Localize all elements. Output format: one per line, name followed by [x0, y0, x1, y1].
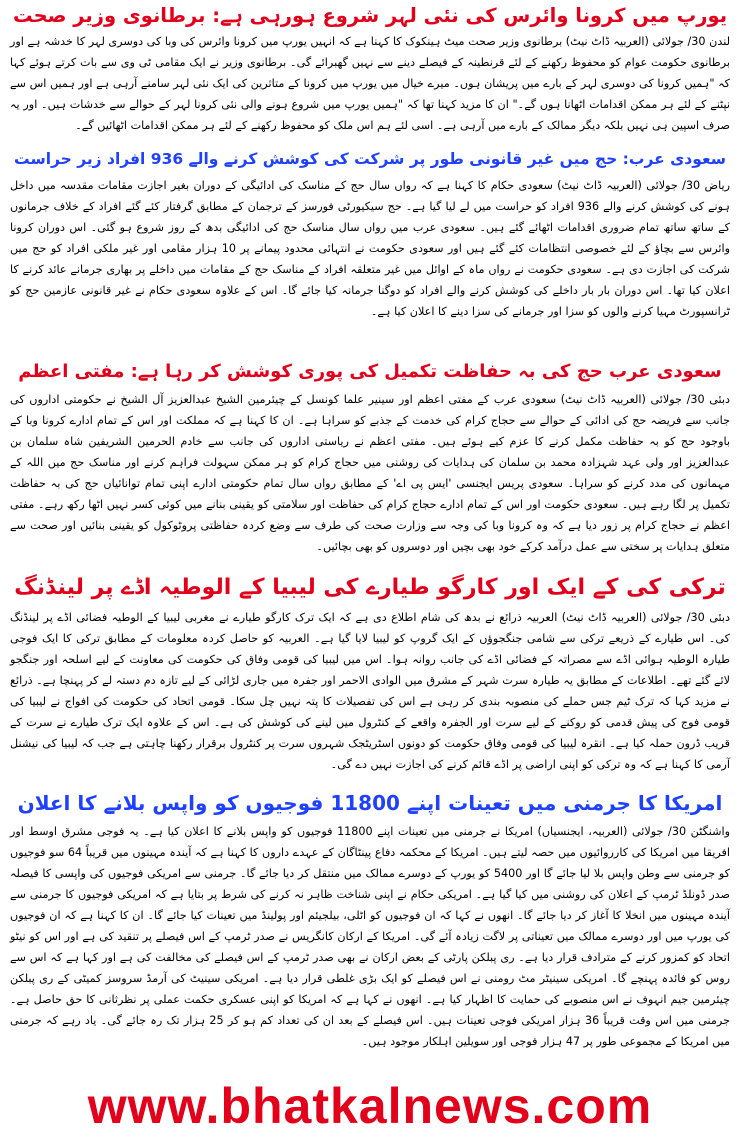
article-grand-mufti-hajj — [10, 361, 730, 557]
article-headline: یورپ میں کرونا وائرس کی نئی لہر شروع ہورہی ہے: برطانوی وزیر صحت — [12, 4, 728, 27]
article-headline: امریکا کا جرمنی میں تعینات اپنے 11800 فوجیوں کو واپس بلانے کا اعلان — [17, 790, 723, 815]
article-headline: ترکی کی کے ایک اور کارگو طیارے کی لیبیا کے الوطیہ اڈے پر لینڈنگ — [14, 574, 726, 600]
article-turkey-cargo-libya — [10, 575, 730, 775]
article-us-troops-germany — [10, 790, 731, 1048]
article-uk-health-minister — [10, 4, 730, 136]
article-body: واشنگٹن 30/ جولائی (العربیہ، ایجنسیاں) امریکا نے جرمنی میں تعینات اپنے 11800 فوجیوں کو واپس بلانے کا اعلان کیا ہے۔ یہ فوجی مشرق اوسط اور افریقا میں امریکا کی کارروائیوں میں حصہ لیتے ہیں۔ امریکا کے محکمہ دفاع پینٹاگان کے عہدے داروں کا کہنا ہے کہ آیندہ مہینوں میں قریباً 64 سو فوجیوں کو جرمنی سے وطن واپس بلا لیا جائے گا اور 5400 کو یورپ کے دوسرے ممالک میں منتقل کر دیا جائے گا۔ جرمنی سے امریکی فوجیوں کی واپسی کا فیصلہ صدر ڈونلڈ ٹرمپ کے اعلان کی روشنی میں کیا گیا ہے۔ امریکی حکام نے اپنی شناخت ظاہر نہ کرنے کی شرط پر بتایا ہے کہ امریکی فوجیوں کا جرمنی سے آیندہ مہینوں میں انخلا کا آغاز کر دیا جائے گا۔ انھوں نے کہا کہ ان فوجیوں کو اٹلی، بیلجیئم اور پولینڈ میں تعینات کیا جائے گا۔ ان کا کہنا ہے کہ ان فوجیوں کی یورپ میں اور دوسرے ممالک میں تعیناتی پر لاگت زیادہ آئے گی۔ امریکا کے ارکان کانگریس نے صدر ٹرمپ کے اس فیصلے پر تنقید کی ہے اور اس کو نیٹو اتحاد کو کمزور کرنے کے مترادف قرار دیا ہے۔ ری پبلکن پارٹی کے بعض ارکان نے بھی صدر ٹرمپ کے اس فیصلے کی مخالفت کی ہے اور کہا ہے کہ اس سے روس کو فائدہ پہنچے گا۔ امریکی سینیٹر مٹ رومنی نے اس فیصلے کو ایک بڑی غلطی قرار دیا ہے۔ امریکی سینیٹ کی آرمڈ سروسز کمیٹی کے ری پبلکن چیئرمین جیم انہوف نے اس منصوبے کی حمایت کا اظہار کیا ہے۔ انھوں نے کہا ہے کہ امریکا کو اپنی عسکری حکمت عملی پر نظرثانی کا حق حاصل ہے۔ جرمنی میں اس وقت قریباً 36 ہزار امریکی فوجی تعینات ہیں۔ اس فیصلے کے بعد ان کی تعداد کم ہو کر 25 ہزار تک رہ جائے گی۔ یاد رہے کہ جرمنی میں امریکا کے مجموعی طور پر 47 ہزار فوجی اور سویلین اہلکار موجود ہیں۔ — [10, 824, 731, 1048]
article-body: دبئی 30/ جولائی (العربیہ ڈاٹ نیٹ) العربیہ ذرائع نے بدھ کی شام اطلاع دی ہے کہ ایک ترک کارگو طیارے نے مغربی لیبیا کے الوطیہ فضائی اڈے پر لینڈنگ کی۔ اس طیارے کے ذریعے ترکی سے شامی جنگجوؤں کے ایک گروپ کو لیبیا لایا گیا ہے۔ العربیہ کو حاصل کردہ معلومات کے مطابق ترکی کا ایک فوجی طیارہ الوطیہ ہوائی اڈے سے مصراتہ کے فضائی اڈے کی جانب روانہ ہوا۔ اس میں لیبیا کی قومی وفاق کی حکومت کی معاونت کے لیے اسلحہ اور جنگجو لائے گئے تھے۔ اطلاعات کے مطابق یہ طیارہ سرت شہر کے مشرق میں الوادی الاحمر اور جفرہ میں جاری لڑائی کے لیے تازہ دم دستہ لے کر پہنچا ہے۔ ذرائع نے مزید کہا کہ ترک ٹیم جس حملے کی منصوبہ بندی کر رہی ہے اس کی تفصیلات کا پتہ نہیں چل سکا۔ قومی اتحاد کی حکومت کی افواج نے لیبیا کی قومی فوج کی پیش قدمی کو روکنے کے لیے سرت اور الجفرہ واقعے کے کنٹرول میں لینے کی کوشش کی ہے۔ اس کے علاوہ ایک ترک طیارے نے سرت کے قریب ڈرون حملہ کیا ہے۔ انقرہ لیبیا کی قومی وفاق حکومت کو دونوں اسٹریٹجک شہروں سرت پر کنٹرول برقرار رکھنا چاہتی ہے جب کہ لیبیا کی نیشنل آرمی کا کہنا ہے کہ وہ ترکی کو اپنی اراضی پر اڈے قائم کرنے کی اجازت نہیں دے گی۔ — [10, 610, 730, 771]
article-body: ریاض 30/ جولائی (العربیہ ڈاٹ نیٹ) سعودی حکام کا کہنا ہے کہ رواں سال حج کے مناسک کی ادائیگی کے دوران بغیر اجازت مقامات مقدسہ میں داخل ہونے کی کوشش کرنے والے 936 افراد کو حراست میں لے لیا گیا ہے۔ حج سیکیورٹی فورسز کے ترجمان کے مطابق گرفتار کئے گئے افراد کے خلاف جرمانوں کے ساتھ ساتھ تمام ضروری اقدامات اٹھائے گئے ہیں۔ سعودی عرب میں رواں سال مناسک حج کی ادائیگی بدھ کے روز شروع ہو گئی۔ اس دوران کرونا وائرس سے بچاؤ کے لئے خصوصی انتظامات کئے گئے ہیں اور سعودی حکومت نے انتہائی محدود پیمانے پر 10 ہزار مقامی اور غیر ملکی افراد کو حج میں شرکت کی اجازت دی ہے۔ سعودی حکومت نے رواں ماہ کے اوائل میں غیر متعلقہ افراد کے مناسک حج کے مقامات میں داخلے پر بھاری جرمانے عائد کرنے کا اعلان کیا تھا۔ اس دوران بار بار داخلے کی کوشش کرنے والے افراد کو دوگنا جرمانہ کیا جائے گا۔ اس کے علاوہ سعودی حکام نے غیر قانونی عازمین حج کو ٹرانسپورٹ مہیا کرنے والوں کو سزا اور جرمانے کی سزا دینے کا اعلان کیا ہے۔ — [10, 178, 731, 318]
website-footer: www.bhatkalnews.com — [87, 1078, 653, 1134]
article-body: دبئی 30/ جولائی (العربیہ ڈاٹ نیٹ) سعودی عرب کے مفتی اعظم اور سینیر علما کونسل کے چیئرمین الشیخ عبدالعزیز آل الشیخ نے حکومتی اداروں کی جانب سے فریضہ حج کی ادائی کے حوالے سے حجاج کرام کی خدمت کے جذبے کو سراہا ہے۔ ان کا کہنا ہے کہ مملکت اور اس کے تمام ادارے کرونا وبا کے باوجود حج کو بہ حفاظت مکمل کرنے کا عزم کیے ہوئے ہیں۔ مفتی اعظم نے ریاستی اداروں کی جانب سے خادم الحرمین الشریفین شاہ سلمان بن عبدالعزیز اور ولی عہد شہزادہ محمد بن سلمان کی ہدایات کی روشنی میں حجاج کرام کو ہر ممکن سہولت فراہم کرنے اور مناسک حج میں اللہ کے مہمانوں کی مدد کرنے کو سراہا۔ سعودی پریس ایجنسی 'ایس پی اے' کے مطابق رواں سال تمام حکومتی ادارے اپنی تمام توانائیاں حج کی بہ حفاظت تکمیل پر لگا رہے ہیں۔ سعودی حکومت اور اس کے تمام ادارے حجاج کرام کی حفاظت اور سلامتی کو یقینی بنانے میں کوئی کسر نہیں اٹھا رکھ رہے۔ مفتی اعظم نے حجاج کرام پر زور دیا ہے کہ وہ کرونا وبا کی وجہ سے وزارت صحت کی طرف سے وضع کردہ حفاظتی پروٹوکول کو یقینی بنائیں اور صحت سے متعلق ہدایات پر سختی سے عمل درآمد کرکے خود بھی بچیں اور دوسروں کو بھی بچائیں۔ — [10, 392, 730, 553]
article-headline: سعودی عرب: حج میں غیر قانونی طور پر شرکت کی کوشش کرنے والے 936 افراد زیر حراست — [14, 150, 726, 169]
article-saudi-hajj-arrests — [10, 150, 730, 343]
article-body: لندن 30/ جولائی (العربیہ ڈاٹ نیٹ) برطانوی وزیر صحت میٹ ہینکوک کا کہنا ہے کہ انہیں یورپ میں کرونا وائرس کی وبا کی دوسری لہر کا خدشہ ہے اور برطانوی حکومت عوام کو محفوظ رکھنے کے لئے قرنطینہ کے فیصلے دینے سے نہیں گھبرائے گی۔ برطانوی وزیر نے ایک مقامی ٹی وی سے بات کرتے ہوئے کہا کہ "ہمیں کرونا کی دوسری لہر کے بارے میں پریشان ہوں۔ میرے خیال میں یورپ میں کرونا کے متاثرین کی ایک نئی لہر سامنے آرہی ہے اور ہمیں اس سے نپٹنے کے لئے ہر ممکن اقدامات اٹھانا ہوں گے۔" ان کا مزید کہنا تھا کہ "ہمیں یورپ میں شروع ہونے والی نئی کرونا لہر کے حوالے سے خدشات ہیں۔ اور یہ صرف اسپین ہی نہیں بلکہ دیگر ممالک کے بارے میں آرہی ہے۔ اسی لئے ہم اس ملک کو محفوظ رکھنے کے لئے ہر ممکن اقدامات اٹھائیں گے۔ — [10, 35, 730, 133]
article-headline: سعودی عرب حج کی بہ حفاظت تکمیل کی پوری کوشش کر رہا ہے: مفتی اعظم — [18, 360, 722, 382]
